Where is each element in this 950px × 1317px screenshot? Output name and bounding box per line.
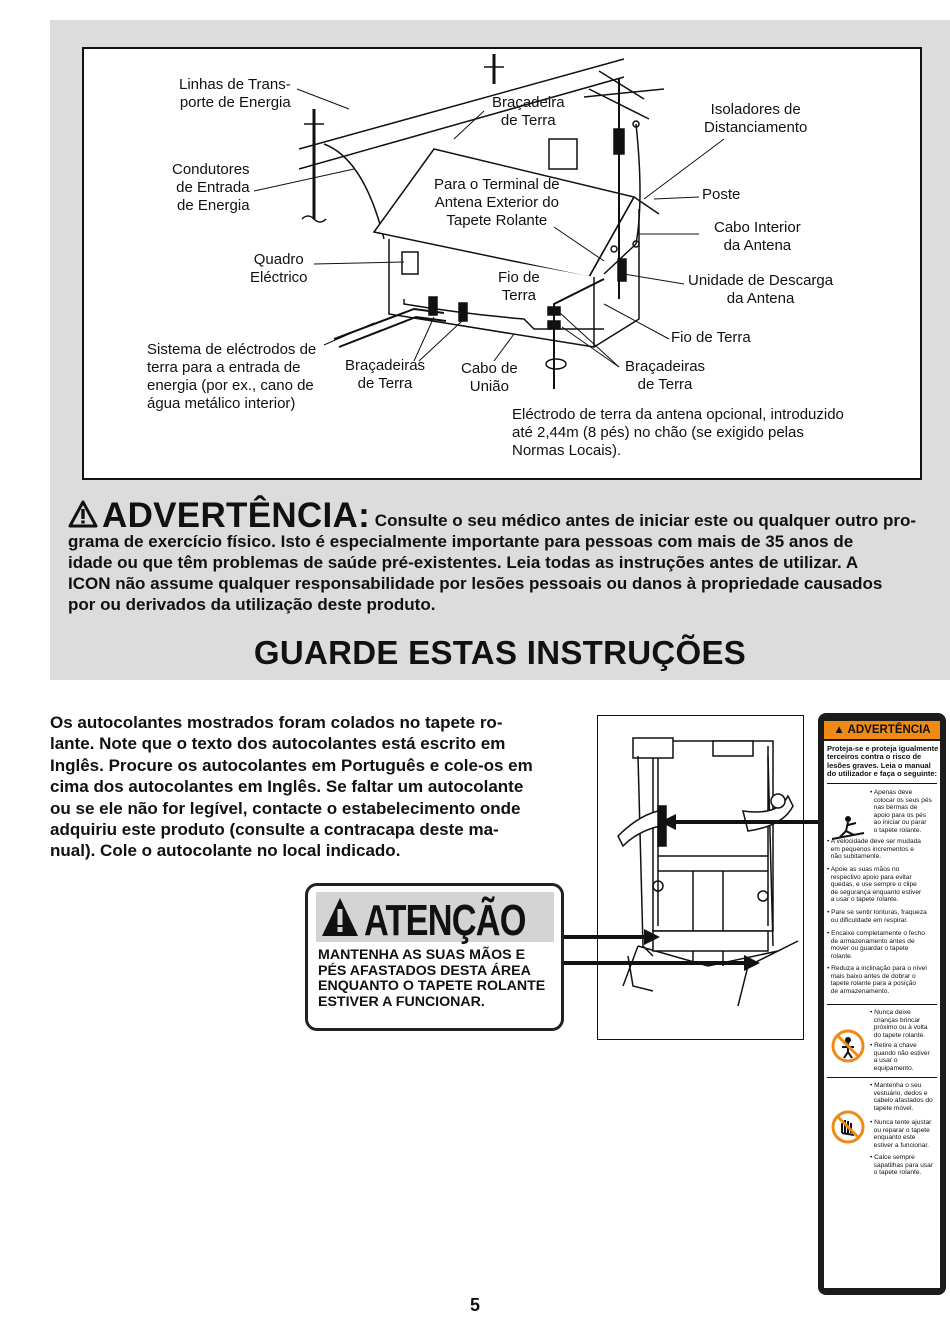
arrowhead-icon bbox=[660, 814, 676, 830]
label-power-lines: Linhas de Trans- porte de Energia bbox=[179, 76, 291, 111]
arrowhead-icon bbox=[644, 929, 660, 945]
warning-triangle-icon: ▲ bbox=[833, 724, 845, 736]
sticker-bullet-3: • Apoie as suas mãos no respectivo apoio para evitar quedas, e use sempre o clipe de segurança enquanto estiver a usar o tapete rolante. bbox=[827, 866, 922, 903]
label-ground-wire-mid: Fio de Terra bbox=[498, 269, 540, 304]
no-children-icon bbox=[830, 1028, 866, 1064]
sticker-intro: Proteja-se e proteja igualmente terceiros contra o risco de lesões graves. Leia o manual do utilizador e faça o seguinte: bbox=[827, 744, 939, 778]
warning-text: Consulte o seu médico antes de iniciar este ou qualquer outro pro- grama de exercício físico. Isto é especialmente importante para pessoas com mais de 35 anos de idade ou que têm problemas de saúde pré-existentes. Leia todas as instruções antes de utilizar. A ICON não assume qualquer responsabilidade por lesões pessoais ou danos à propriedade causados por ou derivados da utilização deste produto. bbox=[68, 511, 917, 614]
label-antenna-terminal: Para o Terminal de Antena Exterior do Tapete Rolante bbox=[434, 176, 560, 229]
label-standoff-insulators: Isoladores de Distanciamento bbox=[704, 101, 808, 136]
label-electrode-system: Sistema de eléctrodos de terra para a entrada de energia (por ex., cano de água metálico interior) bbox=[147, 341, 317, 412]
attention-text: MANTENHA AS SUAS MÃOS E PÉS AFASTADOS DESTA ÁREA ENQUANTO O TAPETE ROLANTE ESTIVER A FUNCIONAR. bbox=[318, 947, 546, 1010]
intro-paragraph: Os autocolantes mostrados foram colados no tapete ro- lante. Note que o texto dos autocolantes está escrito em Inglês. Procure os autocolantes em Português e cole-os em cima dos autocolantes em Inglês. Se faltar um autocolante ou se ele não for legível, contacte o estabelecimento onde adquiriu este produto (consulte a contracapa deste ma- nual). Cole o autocolante no local indicado. bbox=[50, 713, 533, 861]
sticker-body bbox=[824, 741, 940, 1288]
divider bbox=[827, 1077, 937, 1078]
sticker-bullet-11: • Calce sempre sapatilhas para usar o tapete rolante. bbox=[870, 1154, 934, 1176]
label-ground-clamp-top: Braçadeira de Terra bbox=[492, 94, 565, 129]
sticker-header bbox=[824, 721, 940, 739]
sticker-bullet-10: • Nunca tente ajustar ou reparar o tapete enquanto este estiver a funcionar. bbox=[870, 1119, 932, 1149]
label-discharge-unit: Unidade de Descarga da Antena bbox=[688, 272, 834, 307]
sticker-bullet-5: • Encaixe completamente o fecho de armazenamento antes de mover ou guardar o tapete rolante. bbox=[827, 930, 925, 960]
label-service-panel: Quadro Eléctrico bbox=[250, 251, 308, 286]
hand-caution-icon bbox=[830, 1109, 866, 1145]
arrowhead-icon bbox=[744, 955, 760, 971]
label-bonding-jumper: Cabo de União bbox=[461, 360, 518, 395]
warning-sticker bbox=[818, 713, 946, 1295]
sticker-title: ADVERTÊNCIA bbox=[847, 724, 931, 736]
label-mast: Poste bbox=[702, 186, 741, 203]
label-ground-wire-right: Fio de Terra bbox=[671, 329, 751, 346]
label-ground-clamps-right: Braçadeiras de Terra bbox=[625, 358, 706, 393]
attention-title: ATENÇÃO bbox=[364, 896, 526, 945]
label-ground-electrode: Eléctrodo de terra da antena opcional, introduzido até 2,44m (8 pés) no chão (se exigido pelas Normas Locais). bbox=[512, 406, 844, 459]
label-lead-in-wire: Cabo Interior da Antena bbox=[714, 219, 801, 254]
warning-title: ADVERTÊNCIA: bbox=[102, 496, 371, 535]
sticker-bullet-8: • Retire a chave quando não estiver a usar o equipamento. bbox=[870, 1042, 930, 1072]
sticker-bullet-7: • Nunca deixe crianças brincar próximo ou à volta do tapete rolante. bbox=[870, 1009, 928, 1039]
divider bbox=[827, 1004, 937, 1005]
label-service-entrance: Condutores de Entrada de Energia bbox=[172, 161, 250, 214]
sticker-bullet-9: • Mantenha o seu vestuário, dedos e cabelo afastados do tapete móvel. bbox=[870, 1082, 933, 1112]
save-instructions-heading: GUARDE ESTAS INSTRUÇÕES bbox=[253, 634, 747, 671]
sticker-bullet-2: • A velocidade deve ser mudada em pequenos incrementos e não subitamente. bbox=[827, 838, 921, 860]
label-ground-clamps-left: Braçadeiras de Terra bbox=[345, 357, 426, 392]
sticker-bullet-4: • Pare se sentir tonturas, fraqueza ou dificuldade em respirar. bbox=[827, 909, 927, 924]
sticker-bullet-6: • Reduza a inclinação para o nível mais baixo antes de dobrar o tapete rolante para a posição de armazenamento. bbox=[827, 965, 927, 995]
page-number: 5 bbox=[469, 1295, 480, 1315]
sticker-bullet-1: • Apenas deve colocar os seus pés nas bermas de apoio para os pés ao iniciar ou parar o tapete rolante. bbox=[870, 789, 932, 834]
divider bbox=[827, 783, 937, 784]
